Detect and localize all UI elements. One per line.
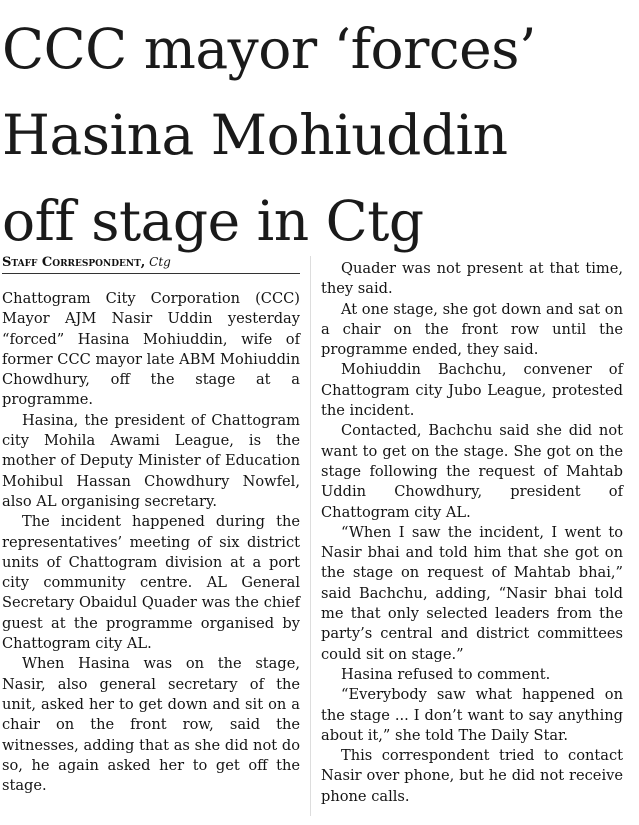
byline xyxy=(2,254,300,274)
paragraph: Quader was not present at that time, they said. xyxy=(321,260,623,298)
byline-place: Ctg xyxy=(149,255,171,269)
headline-line-2: Hasina Mohiuddin xyxy=(2,103,508,167)
paragraph: Chattogram City Corporation (CCC) Mayor AJM Nasir Uddin yesterday “forced” Hasina Mohiuddin, wife of former CCC mayor late ABM Mohiuddin Chowdhury, off the stage at a programme. xyxy=(2,290,300,409)
paragraph: When Hasina was on the stage, Nasir, also general secretary of the unit, asked her to get down and sit on a chair on the front row, said the witnesses, adding that as she did not do so, he again asked her to get off the stage. xyxy=(2,655,300,795)
paragraph: This correspondent tried to contact Nasir over phone, but he did not receive phone calls. xyxy=(321,747,623,805)
paragraph: “When I saw the incident, I went to Nasir bhai and told him that she got on the stage on request of Mahtab bhai,” said Bachchu, adding, “Nasir bhai told me that only selected leaders from the party’s central and district committees could sit on stage.” xyxy=(321,523,623,663)
paragraph: The incident happened during the representatives’ meeting of six district units of Chattogram division at a port city community centre. AL General Secretary Obaidul Quader was the chief guest at the programme organised by Chattogram city AL. xyxy=(2,513,300,653)
headline xyxy=(2,6,634,264)
byline-name: Staff Correspondent, xyxy=(2,255,146,270)
paragraph: “Everybody saw what happened on the stage ... I don’t want to say anything about it,” she told The Daily Star. xyxy=(321,686,623,744)
paragraph: Hasina refused to comment. xyxy=(341,665,551,683)
article-column-right xyxy=(321,259,623,807)
headline-line-3: off stage in Ctg xyxy=(2,189,424,253)
column-divider xyxy=(310,256,311,816)
paragraph: Hasina, the president of Chattogram city Mohila Awami League, is the mother of Deputy Minister of Education Mohibul Hassan Chowdhury Nowfel, also AL organising secretary. xyxy=(2,411,300,510)
headline-line-1: CCC mayor ‘forces’ xyxy=(2,17,536,81)
paragraph: Contacted, Bachchu said she did not want to get on the stage. She got on the stage following the request of Mahtab Uddin Chowdhury, president of Chattogram city AL. xyxy=(321,422,623,521)
paragraph: Mohiuddin Bachchu, convener of Chattogram city Jubo League, protested the incident. xyxy=(321,361,623,420)
paragraph: At one stage, she got down and sat on a chair on the front row until the programme ended, they said. xyxy=(321,300,623,359)
article-column-left xyxy=(2,289,300,796)
